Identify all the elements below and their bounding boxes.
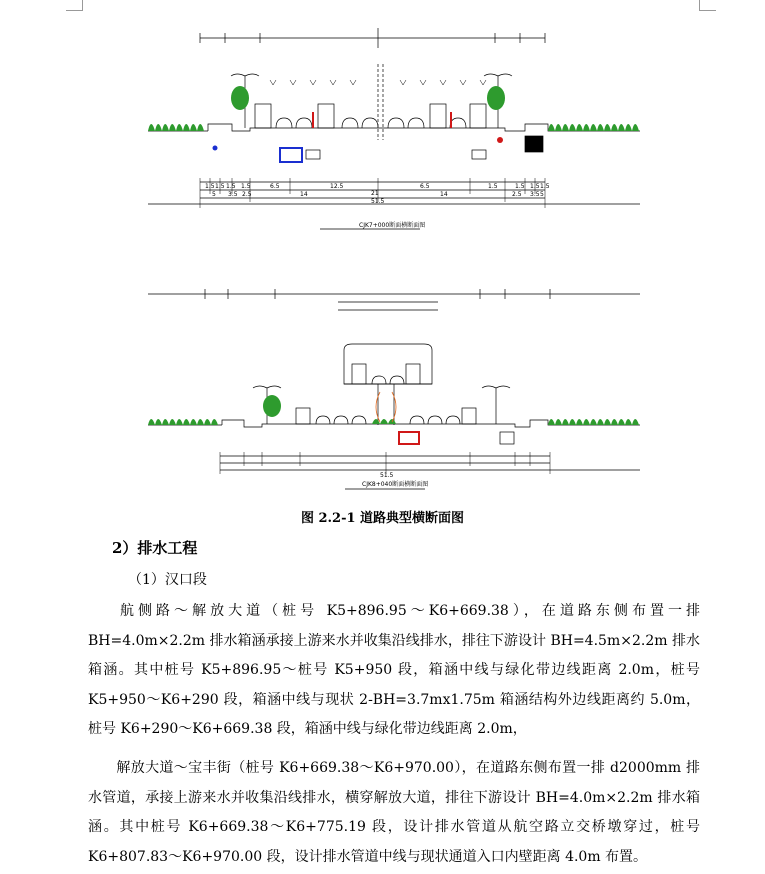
dim-label: 1.5	[488, 183, 498, 190]
paragraph	[88, 754, 700, 872]
dim-label: 1.5	[515, 183, 525, 190]
figure-caption: 图 2.2-1 道路典型横断面图	[300, 511, 465, 526]
paragraph-text: 解放大道～宝丰街（桩号 K6+669.38～K6+970.00），在道路东侧布置一排 d2000mm 排水管道，承接上游来水并收集沿线排水，横穿解放大道，排往下游设计 BH=4.0m×2.2m 排水箱涵。其中桩号 K6+669.38～K6+775.19 段，设计排水管道从航空路立交桥墩穿过，桩号 K6+807.83～K6+970.00 段，设计排水管道中线与现状通道入口内壁距离 4.0m 布置。	[88, 760, 700, 865]
figure-2	[148, 289, 640, 489]
dim-label: 1.5	[205, 183, 215, 190]
dim-label: 1.5	[226, 183, 236, 190]
dim-label: 14	[300, 191, 308, 198]
dim-label: 5	[540, 191, 544, 198]
dim-label: 12.5	[330, 183, 344, 190]
dim-label: 1.5	[530, 183, 540, 190]
dim-label: 14	[440, 191, 448, 198]
dim-label: 2.5	[512, 191, 522, 198]
figure-1-caption: CJK7+000断面横断面图	[359, 222, 426, 229]
dim-label: 6.5	[420, 183, 430, 190]
dim-label: 2.5	[242, 191, 252, 198]
dim-total: 51.5	[371, 198, 385, 205]
dim-label: 3.5	[228, 191, 238, 198]
ped-marker	[312, 112, 503, 143]
figure-2-caption: CJK8+040断面横断面图	[362, 481, 429, 488]
dim-label: 5	[212, 191, 216, 198]
dim-label: 1.5	[241, 183, 251, 190]
paragraph-text: 航侧路～解放大道（桩号 K5+896.95～K6+669.38），在道路东侧布置一排 BH=4.0m×2.2m 排水箱涵承接上游来水并收集沿线排水，排往下游设计 BH=4.5m×2.2m 排水箱涵。其中桩号 K5+896.95～桩号 K5+950 段，箱涵中线与绿化带边线距离 2.0m，桩号 K5+950～K6+290 段，箱涵中线与现状 2-BH=3.7mx1.75m 箱涵结构外边线距离约 5.0m，桩号 K6+290～K6+669.38 段，箱涵中线与绿化带边线距离 2.0m，	[88, 603, 700, 738]
section-title: 2）排水工程	[112, 539, 198, 557]
overpass-marker	[376, 392, 396, 422]
dim-label: 1.5	[215, 183, 225, 190]
paragraph	[88, 597, 700, 745]
dim-label: 1.5	[540, 183, 550, 190]
dim-label: 6.5	[270, 183, 280, 190]
subsection-title: （1）汉口段	[128, 572, 207, 588]
dim-total-2: 51.5	[380, 472, 394, 479]
dim-center: 21	[371, 190, 379, 197]
dim-label: 3.5	[530, 191, 540, 198]
